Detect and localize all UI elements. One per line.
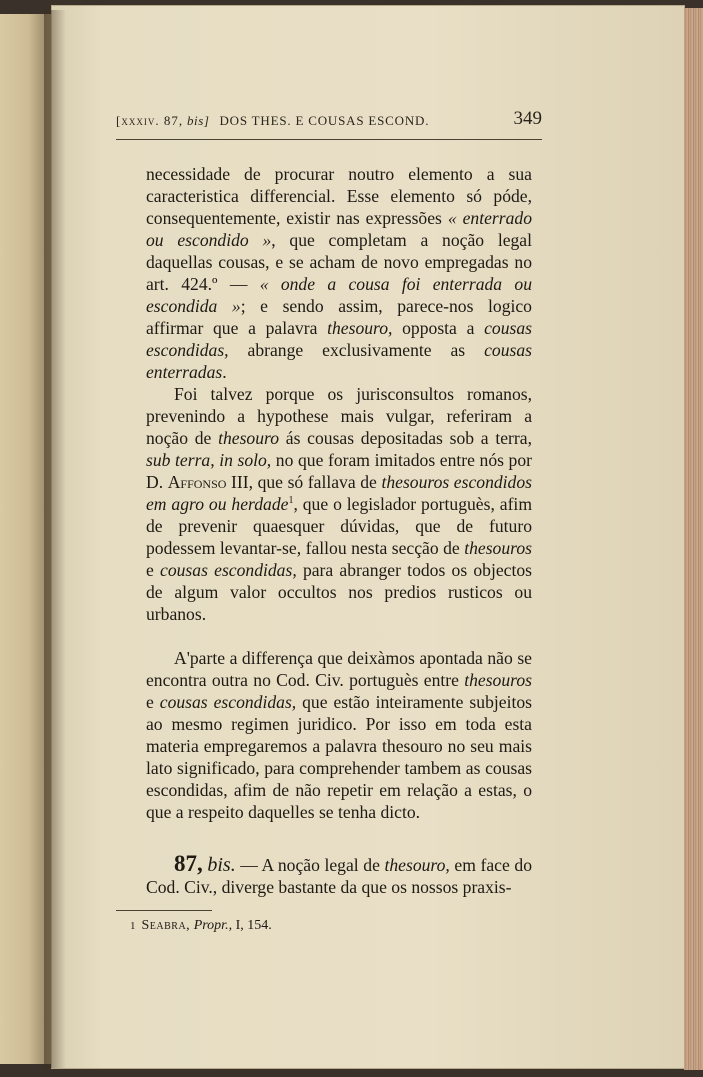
italic-run: thesouro, — [384, 855, 450, 875]
text-run: e — [146, 692, 160, 712]
footnote-marker: 1 — [288, 495, 294, 507]
text-run: no que foram imitados entre nós por D. — [146, 450, 533, 492]
header-rule — [116, 139, 542, 140]
italic-run: thesouro, — [327, 318, 393, 338]
paragraph-4 — [146, 853, 532, 898]
italic-run: cousas escondidas, — [146, 318, 532, 360]
small-caps-run: Affonso — [167, 472, 227, 492]
text-run: III, que só fallava de — [226, 472, 382, 492]
italic-run: thesouro — [218, 428, 280, 448]
text-run: em face do Cod. Civ., diverge bastante da que os nossos praxis- — [146, 855, 532, 897]
section-bis: bis] — [186, 113, 210, 128]
text-run: — A noção legal de — [235, 855, 385, 875]
paragraph-1 — [146, 163, 532, 383]
text-run: , que completam a noção legal daquellas cousas, e se acham de novo empregadas no art. 424.º — — [146, 230, 533, 294]
italic-run: sub terra, in solo, — [146, 450, 272, 470]
footnote-ref: I, 154. — [232, 918, 272, 933]
italic-run: thesouros — [464, 538, 532, 558]
italic-run: « enterrado ou escondido » — [146, 208, 532, 250]
text-run: que estão inteiramente subjeitos ao mesmo regimen juridico. Por isso em toda esta materia empregaremos a palavra thesouro no seu mais lato significado, para comprehender tambem as cousas escondidas, afim de não repetir em relação a estas, o que a respeito daquelles se tenha dicto. — [146, 692, 532, 822]
italic-run: « onde a cousa foi enterrada ou escondida » — [146, 274, 532, 316]
footnote — [130, 918, 510, 934]
text-run: ; e sendo assim, parece-nos logico affirmar que a palavra — [146, 296, 532, 338]
text-run: , que o legislador portuguès, afim de prevenir quaesquer dúvidas, que de futuro podessem levantar-se, fallou nesta secção de — [146, 494, 533, 558]
footnote-rule — [116, 910, 212, 911]
italic-run: cousas escondidas, — [160, 560, 297, 580]
footnote-author: Seabra, — [141, 918, 191, 933]
text-run: para abranger todos os objectos de algum valor occultos nos predios rusticos ou urbanos. — [146, 560, 533, 624]
page-number: 349 — [513, 108, 542, 129]
text-run: Foi talvez porque os jurisconsultos romanos, prevenindo a hypothese mais vulgar, referiram a noção de — [146, 384, 532, 448]
italic-run: cousas escondidas, — [159, 692, 297, 712]
text-run: abrange exclusivamente as — [228, 340, 485, 360]
section-reference: [xxxiv. 87, — [116, 113, 184, 128]
italic-run: thesouros — [464, 670, 532, 690]
body-text — [146, 163, 532, 898]
page-stack-edge — [684, 8, 703, 1070]
paragraph-3 — [146, 647, 532, 823]
text-run: ás cousas depositadas sob a terra, — [279, 428, 532, 448]
paragraph-2 — [146, 383, 532, 625]
running-title: DOS THES. E COUSAS ESCOND. — [219, 113, 430, 128]
text-run: necessidade de procurar noutro elemento a sua caracteristica differencial. Esse elemento só póde, consequentemente, existir nas expressões — [146, 164, 532, 228]
footnote-work: Propr., — [193, 918, 233, 933]
text-run: opposta a — [392, 318, 485, 338]
footnote-number: 1 — [130, 920, 136, 932]
running-header — [116, 113, 516, 135]
text-run: A'parte a differença que deixàmos apontada não se encontra outra no Cod. Civ. portuguès entre — [146, 648, 532, 690]
section-bis-label: bis. — [207, 854, 236, 876]
section-number: 87, — [174, 851, 203, 876]
text-run: e — [146, 560, 161, 580]
italic-run: cousas enterradas — [146, 340, 532, 382]
spine-shadow — [44, 10, 66, 1068]
italic-run: thesouros escondidos em agro ou herdade — [146, 472, 532, 514]
text-run: . — [222, 362, 227, 382]
